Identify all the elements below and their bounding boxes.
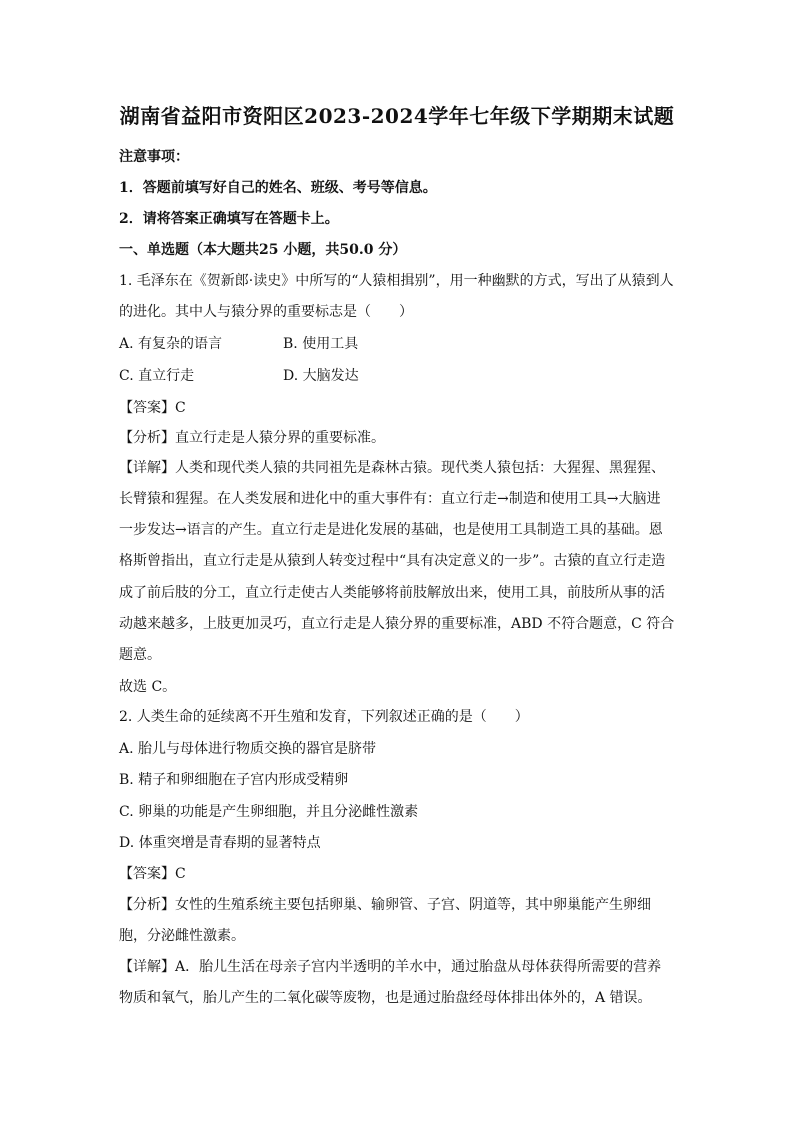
q1-option-a: A. 有复杂的语言 <box>119 336 223 352</box>
q1-detail-line: 【详解】人类和现代类人猿的共同祖先是森林古猿。现代类人猿包括：大猩猩、黑猩猩、 <box>119 460 665 476</box>
q2-option-a: A. 胎儿与母体进行物质交换的器官是脐带 <box>119 741 377 757</box>
notice-item-2: 2．请将答案正确填写在答题卡上。 <box>119 211 339 227</box>
q1-detail-line: 动越来越多，上肢更加灵巧，直立行走是人猿分界的重要标准，ABD 不符合题意，C 符合 <box>119 616 675 632</box>
q1-detail-line: 题意。 <box>119 647 161 663</box>
q1-conclusion: 故选 C。 <box>119 679 177 695</box>
q1-stem-line-1: 1. 毛泽东在《贺新郎·读史》中所写的“人猿相揖别”，用一种幽默的方式，写出了从猿到人 <box>119 273 674 289</box>
q2-detail-line: 【详解】A．胎儿生活在母亲子宫内半透明的羊水中，通过胎盘从母体获得所需要的营养 <box>119 959 662 975</box>
q2-stem: 2. 人类生命的延续离不开生殖和发育，下列叙述正确的是（ ） <box>119 709 529 725</box>
q1-analysis: 【分析】直立行走是人猿分界的重要标准。 <box>119 430 385 446</box>
q1-option-d: D. 大脑发达 <box>283 368 359 384</box>
q1-option-b: B. 使用工具 <box>283 336 359 352</box>
q1-answer: 【答案】C <box>119 400 186 416</box>
section-heading: 一、单选题（本大题共25 小题，共50.0 分） <box>119 242 407 258</box>
notice-item-1: 1．答题前填写好自己的姓名、班级、考号等信息。 <box>119 180 437 196</box>
q2-option-d: D. 体重突增是青春期的显著特点 <box>119 835 321 851</box>
q1-option-c: C. 直立行走 <box>119 368 195 384</box>
notice-heading: 注意事项： <box>119 149 189 165</box>
q2-detail-line: 物质和氧气，胎儿产生的二氧化碳等废物，也是通过胎盘经母体排出体外的，A 错误。 <box>119 990 652 1006</box>
q2-analysis-line: 【分析】女性的生殖系统主要包括卵巢、输卵管、子宫、阴道等，其中卵巢能产生卵细 <box>119 897 651 913</box>
q2-analysis-line: 胞，分泌雌性激素。 <box>119 928 245 944</box>
q2-answer: 【答案】C <box>119 866 186 882</box>
q2-option-b: B. 精子和卵细胞在子宫内形成受精卵 <box>119 772 349 788</box>
q1-detail-line: 格斯曾指出，直立行走是从猿到人转变过程中“具有决定意义的一步”。古猿的直立行走造 <box>119 553 666 569</box>
q1-detail-line: 长臂猿和猩猩。在人类发展和进化中的重大事件有：直立行走→制造和使用工具→大脑进 <box>119 491 661 507</box>
q1-detail-line: 一步发达→语言的产生。直立行走是进化发展的基础，也是使用工具制造工具的基础。恩 <box>119 522 663 538</box>
page-title: 湖南省益阳市资阳区2023-2024学年七年级下学期期末试题 <box>119 104 675 128</box>
q2-option-c: C. 卵巢的功能是产生卵细胞，并且分泌雌性激素 <box>119 804 419 820</box>
q1-detail-line: 成了前后肢的分工，直立行走使古人类能够将前肢解放出来，使用工具，前肢所从事的活 <box>119 585 665 601</box>
q1-stem-line-2: 的进化。其中人与猿分界的重要标志是（ ） <box>119 304 413 320</box>
